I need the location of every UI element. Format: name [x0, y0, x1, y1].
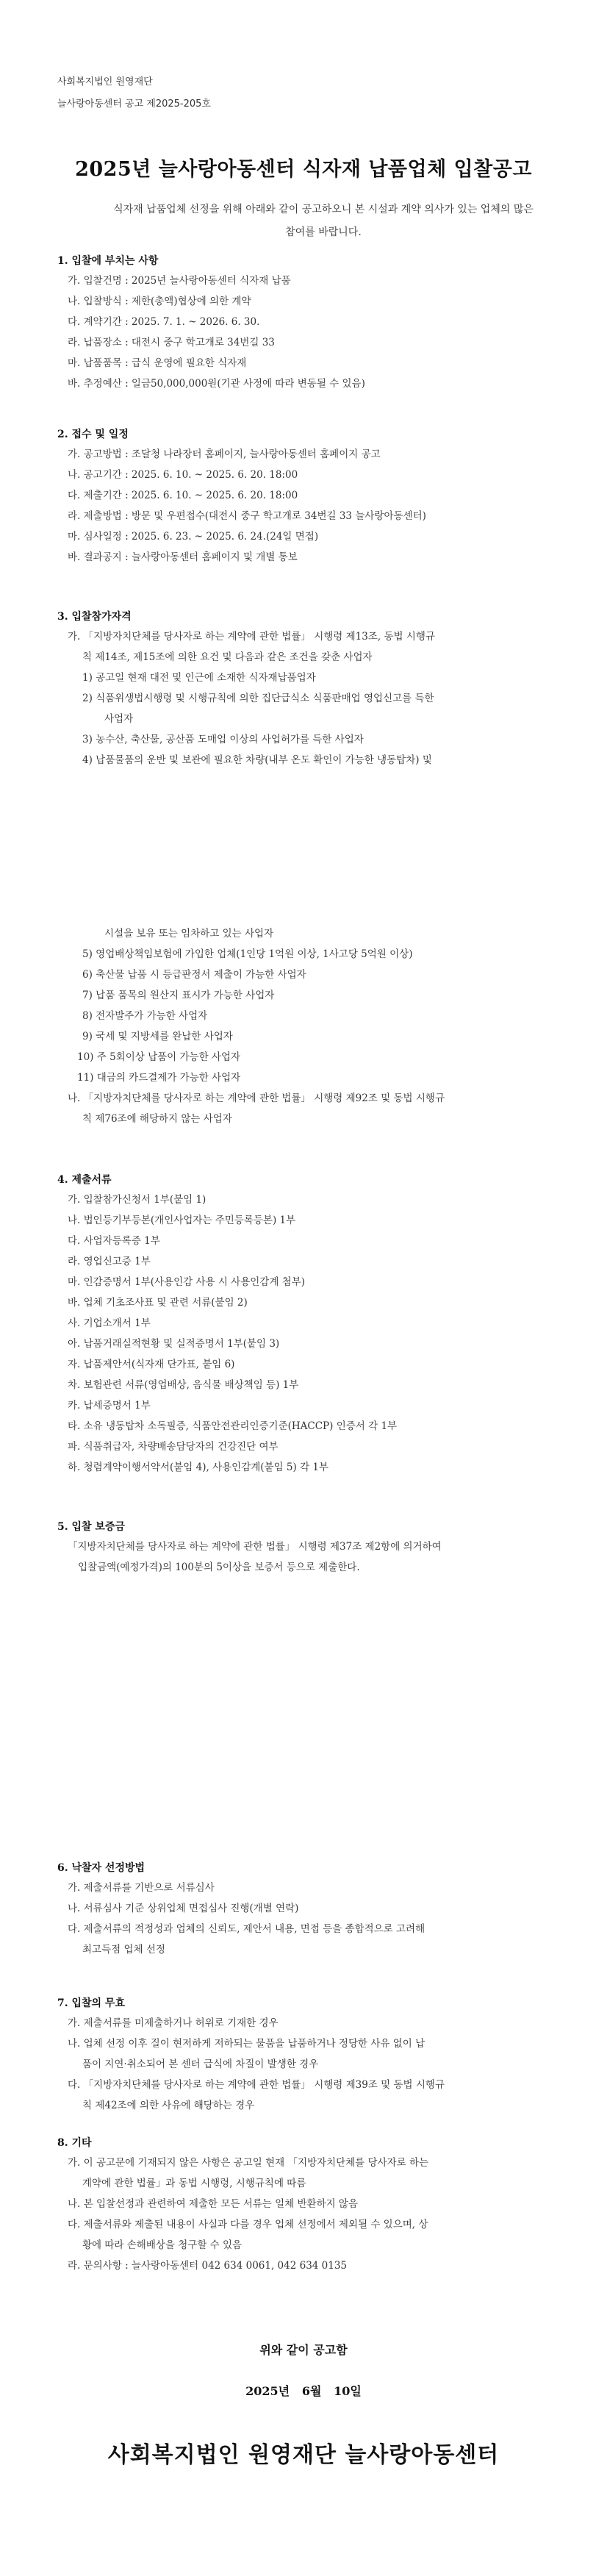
section-8-title: 8. 기타 — [57, 2137, 92, 2149]
s1-item: 가. 입찰건명 : 2025년 늘사랑아동센터 식자재 납품 — [68, 275, 291, 287]
s4-item: 아. 납품거래실적현황 및 실적증명서 1부(붙임 3) — [68, 1338, 280, 1350]
s8-item: 나. 본 입찰선정과 관련하여 제출한 모든 서류는 일체 반환하지 않음 — [68, 2198, 359, 2210]
s3-subitem: 9) 국세 및 지방세를 완납한 사업자 — [82, 1031, 233, 1042]
s6-item: 나. 서류심사 기준 상위업체 면접심사 진행(개별 연락) — [68, 1903, 299, 1914]
s1-item: 마. 납품품목 : 급식 운영에 필요한 식자재 — [68, 357, 247, 369]
s3-subitem: 1) 공고일 현재 대전 및 인근에 소재한 식자재납품업자 — [82, 672, 316, 684]
s1-item: 나. 입찰방식 : 제한(총액)협상에 의한 계약 — [68, 296, 251, 307]
s3-item-ga-cont: 칙 제14조, 제15조에 의한 요건 및 다음과 같은 조건을 갖춘 사업자 — [82, 651, 373, 663]
s3-item-na: 나. 「지방자치단체를 당사자로 하는 계약에 관한 법률」 시행령 제92조 및 동법 시행규 — [68, 1092, 445, 1104]
s3-subitem: 6) 축산물 납품 시 등급판정서 제출이 가능한 사업자 — [82, 969, 306, 981]
s2-item: 가. 공고방법 : 조달청 나라장터 홈페이지, 늘사랑아동센터 홈페이지 공고 — [68, 448, 381, 460]
s3-subitem-cont: 시설을 보유 또는 임차하고 있는 사업자 — [104, 928, 274, 940]
signature-organization: 사회복지법인 원영재단 늘사랑아동센터 — [107, 2442, 500, 2468]
s4-item: 자. 납품제안서(식자재 단가표, 붙임 6) — [68, 1359, 235, 1370]
section-5-title: 5. 입찰 보증금 — [57, 1521, 125, 1533]
section-6-title: 6. 낙찰자 선정방법 — [57, 1862, 146, 1874]
s3-subitem: 11) 대금의 카드결제가 가능한 사업자 — [77, 1072, 241, 1084]
s4-item: 카. 납세증명서 1부 — [68, 1400, 151, 1412]
s4-item: 마. 인감증명서 1부(사용인감 사용 시 사용인감계 첨부) — [68, 1276, 306, 1288]
s3-subitem: 7) 납품 품목의 원산지 표시가 가능한 사업자 — [82, 990, 275, 1001]
s3-item-ga: 가. 「지방자치단체를 당사자로 하는 계약에 관한 법률」 시행령 제13조, 동법 시행규 — [68, 631, 435, 643]
s6-item-cont: 최고득점 업체 선정 — [82, 1944, 165, 1956]
s2-item: 마. 심사일정 : 2025. 6. 23. ~ 2025. 6. 24.(24일 면접) — [68, 531, 319, 543]
s3-subitem-cont: 사업자 — [104, 713, 134, 725]
s2-item: 나. 공고기간 : 2025. 6. 10. ~ 2025. 6. 20. 18:00 — [68, 469, 298, 481]
s2-item: 라. 제출방법 : 방문 및 우편접수(대전시 중구 학고개로 34번길 33 늘사랑아동센터) — [68, 510, 426, 522]
section-2-title: 2. 접수 및 일정 — [57, 429, 129, 440]
s7-item-cont: 칙 제42조에 의한 사유에 해당하는 경우 — [82, 2100, 255, 2111]
s4-item: 나. 법인등기부등본(개인사업자는 주민등록등본) 1부 — [68, 1214, 296, 1226]
s4-item: 하. 청렴계약이행서약서(붙임 4), 사용인감계(붙임 5) 각 1부 — [68, 1461, 329, 1473]
s5-text-cont: 입찰금액(예정가격)의 100분의 5이상을 보증서 등으로 제출한다. — [78, 1561, 360, 1573]
s7-item-cont: 품이 지연·취소되어 본 센터 급식에 차질이 발생한 경우 — [82, 2058, 319, 2070]
org-header: 사회복지법인 원영재단 — [57, 76, 153, 87]
s1-item: 다. 계약기간 : 2025. 7. 1. ~ 2026. 6. 30. — [68, 316, 260, 328]
notice-number: 늘사랑아동센터 공고 제2025-205호 — [57, 99, 211, 110]
s1-item: 라. 납품장소 : 대전시 중구 학고개로 34번길 33 — [68, 337, 275, 348]
intro-paragraph: 식자재 납품업체 선정을 위해 아래와 같이 공고하오니 본 시설과 계약 의사가 있는 업체의 많은 참여를 바랍니다. — [113, 204, 534, 238]
document-title: 2025년 늘사랑아동센터 식자재 납품업체 입찰공고 — [75, 158, 532, 181]
s3-subitem: 10) 주 5회이상 납품이 가능한 사업자 — [77, 1051, 241, 1063]
s4-item: 가. 입찰참가신청서 1부(붙임 1) — [68, 1194, 206, 1206]
s3-subitem: 8) 전자발주가 가능한 사업자 — [82, 1010, 208, 1022]
s3-subitem: 2) 식품위생법시행령 및 시행규칙에 의한 집단급식소 식품판매업 영업신고를 득한 — [82, 693, 434, 704]
section-1-title: 1. 입찰에 부치는 사항 — [57, 255, 159, 267]
s6-item: 다. 제출서류의 적정성과 업체의 신뢰도, 제안서 내용, 면접 등을 종합적으로 고려해 — [68, 1923, 425, 1935]
closing-statement: 위와 같이 공고함 — [259, 2343, 348, 2357]
closing-date: 2025년 6월 10일 — [245, 2384, 362, 2398]
s4-item: 사. 기업소개서 1부 — [68, 1317, 151, 1329]
s4-item: 차. 보험관련 서류(영업배상, 음식물 배상책임 등) 1부 — [68, 1379, 299, 1391]
s3-item-na-cont: 칙 제76조에 해당하지 않는 사업자 — [82, 1113, 232, 1125]
s8-item-cont: 황에 따라 손해배상을 청구할 수 있음 — [82, 2239, 243, 2251]
s4-item: 타. 소유 냉동탑차 소독필증, 식품안전관리인증기준(HACCP) 인증서 각 1부 — [68, 1420, 398, 1432]
s5-text: 「지방자치단체를 당사자로 하는 계약에 관한 법률」 시행령 제37조 제2항에 의거하여 — [68, 1541, 442, 1553]
s3-subitem: 4) 납품물품의 운반 및 보관에 필요한 차량(내부 온도 확인이 가능한 냉동탑차) 및 — [82, 754, 432, 766]
section-3-title: 3. 입찰참가자격 — [57, 611, 132, 623]
section-7-title: 7. 입찰의 무효 — [57, 1997, 125, 2009]
s4-item: 파. 식품취급자, 차량배송담당자의 건강진단 여부 — [68, 1441, 279, 1453]
s8-item-cont: 계약에 관한 법률」과 동법 시행령, 시행규칙에 따름 — [82, 2178, 306, 2189]
s8-item: 라. 문의사항 : 늘사랑아동센터 042 634 0061, 042 634 0135 — [68, 2260, 348, 2272]
s8-item: 가. 이 공고문에 기재되지 않은 사항은 공고일 현재 「지방자치단체를 당사자로 하는 — [68, 2157, 429, 2169]
s8-item: 다. 제출서류와 제출된 내용이 사실과 다를 경우 업체 선정에서 제외될 수 있으며, 상 — [68, 2219, 428, 2230]
s4-item: 다. 사업자등록증 1부 — [68, 1235, 160, 1247]
s1-item: 바. 추정예산 : 일금50,000,000원(기관 사정에 따라 변동될 수 있음) — [68, 378, 365, 390]
s2-item: 다. 제출기간 : 2025. 6. 10. ~ 2025. 6. 20. 18:00 — [68, 490, 298, 501]
s7-item: 나. 업체 선정 이후 질이 현저하게 저하되는 물품을 납품하거나 정당한 사유 없이 납 — [68, 2038, 425, 2050]
s6-item: 가. 제출서류를 기반으로 서류심사 — [68, 1882, 215, 1894]
s2-item: 바. 결과공지 : 늘사랑아동센터 홈페이지 및 개별 통보 — [68, 551, 298, 563]
s7-item: 다. 「지방자치단체를 당사자로 하는 계약에 관한 법률」 시행령 제39조 및 동법 시행규 — [68, 2079, 445, 2091]
s7-item: 가. 제출서류를 미제출하거나 허위로 기재한 경우 — [68, 2017, 279, 2029]
s4-item: 라. 영업신고증 1부 — [68, 1256, 151, 1267]
s4-item: 바. 업체 기초조사표 및 관련 서류(붙임 2) — [68, 1297, 248, 1309]
s3-subitem: 5) 영업배상책임보험에 가입한 업체(1인당 1억원 이상, 1사고당 5억원 이상) — [82, 948, 413, 960]
section-4-title: 4. 제출서류 — [57, 1174, 112, 1186]
s3-subitem: 3) 농수산, 축산물, 공산품 도매업 이상의 사업허가를 득한 사업자 — [82, 734, 364, 745]
